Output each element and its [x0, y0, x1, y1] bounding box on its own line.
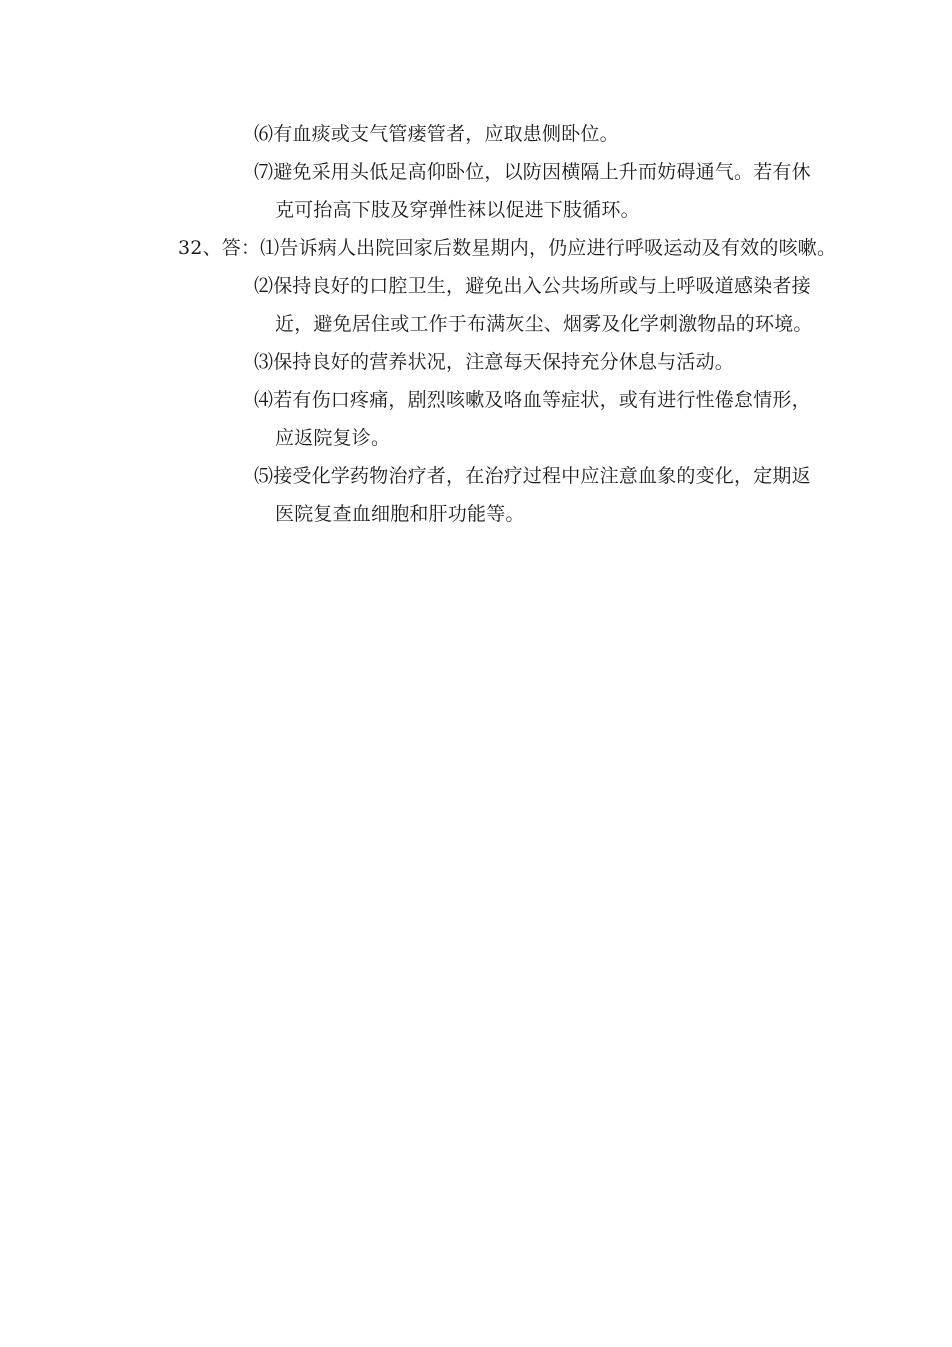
- text-line: ⑷若有伤口疼痛，剧烈咳嗽及咯血等症状，或有进行性倦怠情形，: [254, 389, 811, 411]
- text-line: ⑺避免采用头低足高仰卧位，以防因横隔上升而妨碍通气。若有休: [254, 161, 811, 183]
- text-line: 应返院复诊。: [275, 427, 391, 449]
- text-line: ⑸接受化学药物治疗者，在治疗过程中应注意血象的变化，定期返: [254, 465, 811, 487]
- answer-heading-line: 32、答：⑴告诉病人出院回家后数星期内，仍应进行呼吸运动及有效的咳嗽。: [178, 237, 837, 259]
- text-line: ⑵保持良好的口腔卫生，避免出入公共场所或与上呼吸道感染者接: [254, 275, 811, 297]
- text-line: ⑹有血痰或支气管瘘管者，应取患侧卧位。: [254, 123, 619, 145]
- text-line: 克可抬高下肢及穿弹性袜以促进下肢循环。: [275, 199, 640, 221]
- text-line: 近，避免居住或工作于布满灰尘、烟雾及化学刺激物品的环境。: [275, 313, 813, 335]
- text-line: 医院复查血细胞和肝功能等。: [275, 503, 525, 525]
- text-line: ⑶保持良好的营养状况，注意每天保持充分休息与活动。: [254, 351, 735, 373]
